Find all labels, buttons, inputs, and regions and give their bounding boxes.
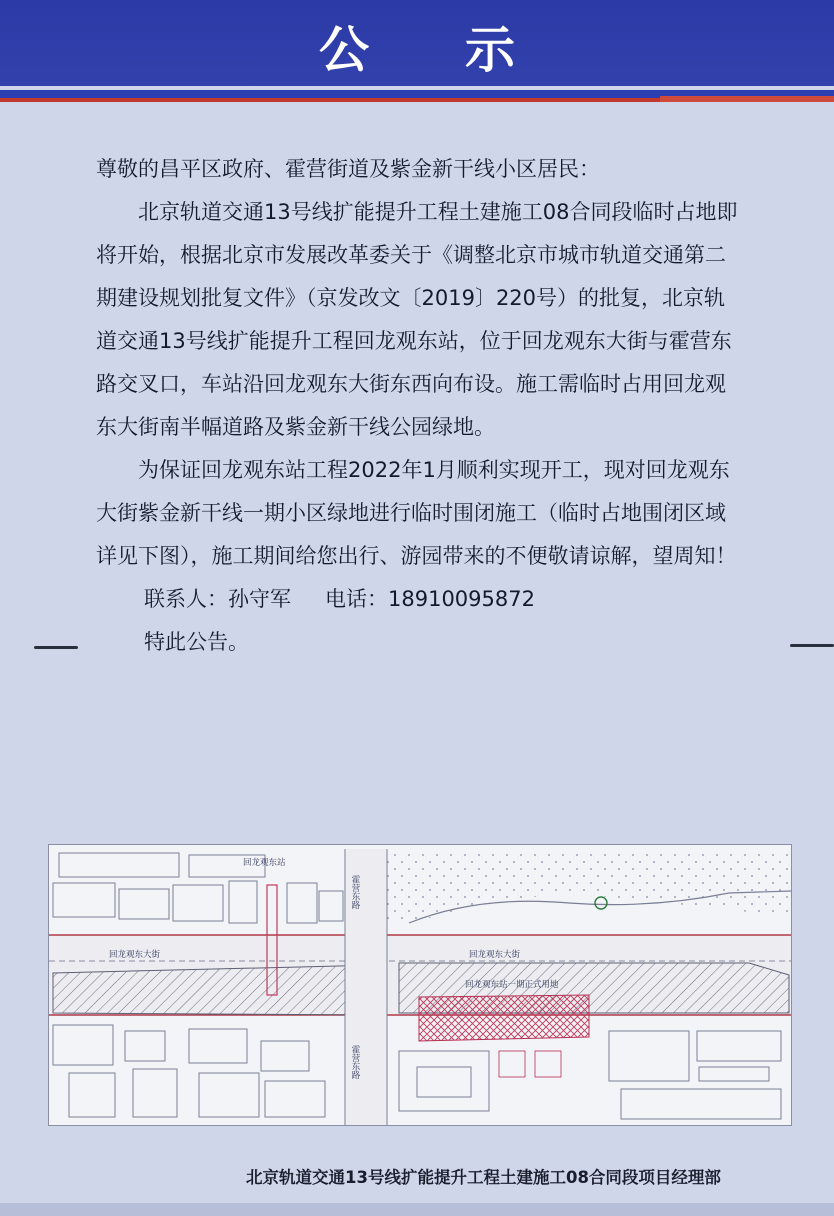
contact-phone: 电话：18910095872 <box>325 587 535 611</box>
closing-line: 特此公告。 <box>144 630 249 654</box>
paragraph-2: 为保证回龙观东站工程2022年1月顺利实现开工，现对回龙观东大街紫金新干线一期小区绿地进行临时围闭施工（临时占地围闭区域详见下图），施工期间给您出行、游园带来的不便敬请谅解，望周知！ <box>96 458 737 568</box>
cable-tie-left <box>34 646 78 649</box>
site-map <box>48 844 792 1126</box>
map-label-road-south: 霍营东路 <box>350 1045 360 1079</box>
cable-tie-right <box>790 644 834 647</box>
header-banner <box>0 0 834 86</box>
site-map-drawing <box>49 845 791 1125</box>
contact-line <box>96 578 746 621</box>
paragraph-1: 北京轨道交通13号线扩能提升工程土建施工08合同段临时占地即将开始，根据北京市发展改革委关于《调整北京市城市轨道交通第二期建设规划批复文件》（京发改文〔2019〕220号）的批复，北京轨道交通13号线扩能提升工程回龙观东站，位于回龙观东大街与霍营东路交叉口，车站沿回龙观东大街东西向布设。施工需临时占用回龙观东大街南半幅道路及紫金新干线公园绿地。 <box>96 200 738 439</box>
header-stripe-red-accent <box>660 96 834 102</box>
contact-person: 联系人：孙守军 <box>144 587 291 611</box>
map-label-street-east: 回龙观东大街 <box>469 950 521 960</box>
notice-body <box>96 148 746 664</box>
map-label-station: 回龙观东站 <box>243 858 286 868</box>
notice-title: 公示 <box>319 21 611 79</box>
issuer: 北京轨道交通13号线扩能提升工程土建施工08合同段项目经理部 <box>246 1168 721 1187</box>
bottom-band <box>0 1203 834 1216</box>
map-label-zone: 回龙观东站一期正式用地 <box>465 980 559 990</box>
greeting: 尊敬的昌平区政府、霍营街道及紫金新干线小区居民： <box>96 157 600 181</box>
map-label-road-north: 霍营东路 <box>350 875 360 909</box>
map-label-street-west: 回龙观东大街 <box>109 950 161 960</box>
